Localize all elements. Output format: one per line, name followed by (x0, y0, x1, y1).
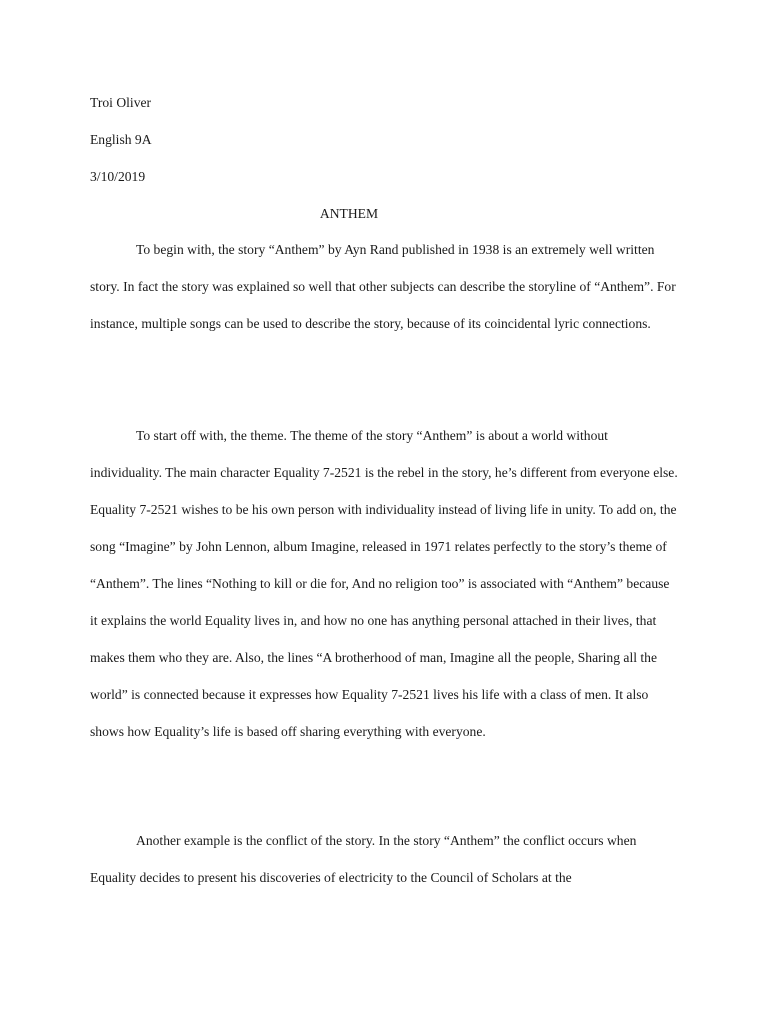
paragraph-intro: To begin with, the story “Anthem” by Ayn Rand published in 1938 is an extremely well written story. In fact the story was explained so well that other subjects can describe the storyline of “Anthem”. For instance, multiple songs can be used to describe the story, because of its coincidental lyric connections. (90, 242, 676, 331)
author-name: Troi Oliver (90, 95, 152, 110)
essay-date: 3/10/2019 (90, 169, 146, 184)
paragraph-conflict: Another example is the conflict of the story. In the story “Anthem” the conflict occurs when Equality decides to present his discoveries of electricity to the Council of Scholars at the (90, 833, 637, 885)
paragraph-theme: To start off with, the theme. The theme of the story “Anthem” is about a world without individuality. The main character Equality 7-2521 is the rebel in the story, he’s different from everyone else. Equality 7-2521 wishes to be his own person with individuality instead of living life in unity. To add on, the song “Imagine” by John Lennon, album Imagine, released in 1971 relates perfectly to the story’s theme of “Anthem”. The lines “Nothing to kill or die for, And no religion too” is associated with “Anthem” because it explains the world Equality lives in, and how no one has anything personal attached in their lives, that makes them who they are. Also, the lines “A brotherhood of man, Imagine all the people, Sharing all the world” is connected because it expresses how Equality 7-2521 lives his life with a class of men. It also shows how Equality’s life is based off sharing everything with everyone. (90, 428, 678, 739)
essay-title: ANTHEM (319, 206, 379, 221)
course-name: English 9A (90, 132, 152, 147)
